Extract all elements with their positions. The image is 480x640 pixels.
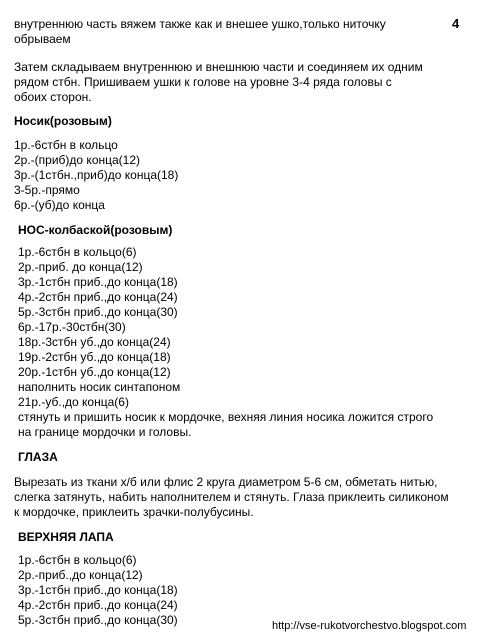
intro-line: обрываем bbox=[14, 32, 71, 46]
eyes-line: к мордочке, приклеить зрачки-полубусины. bbox=[14, 505, 254, 519]
list-item: 20р.-1стбн уб.,до конца(12) bbox=[18, 365, 171, 379]
list-item: стянуть и пришить носик к мордочке, вехняя линия носика ложится строго bbox=[18, 410, 434, 424]
assembly-line: обоих сторон. bbox=[14, 90, 92, 104]
list-item: 1р.-6стбн в кольцо(6) bbox=[18, 553, 137, 567]
assembly-line: Затем складываем внутреннюю и внешнюю части и соединяем их одним bbox=[14, 60, 423, 74]
list-item: 2р.-приб. до конца(12) bbox=[18, 260, 143, 274]
page-number: 4 bbox=[452, 16, 460, 31]
nose-rows bbox=[14, 138, 178, 213]
list-item: 2р.-(приб)до конца(12) bbox=[14, 153, 140, 167]
intro-line: внутреннюю часть вяжем также как и внешее ушко,только ниточку bbox=[14, 17, 386, 31]
list-item: 4р.-2стбн приб.,до конца(24) bbox=[18, 598, 178, 612]
list-item: 1р.-6стбн в кольцо bbox=[14, 138, 118, 152]
upper-paw-rows bbox=[18, 553, 178, 628]
list-item: 4р.-2стбн приб.,до конца(24) bbox=[18, 290, 178, 304]
upper-paw-heading: ВЕРХНЯЯ ЛАПА bbox=[18, 530, 114, 544]
assembly-line: рядом стбн. Пришиваем ушки к голове на уровне 3-4 ряда головы с bbox=[14, 75, 392, 89]
sausage-nose-heading: НОС-колбаской(розовым) bbox=[18, 223, 173, 237]
list-item: наполнить носик синтапоном bbox=[18, 380, 181, 394]
assembly-paragraph bbox=[14, 60, 423, 105]
list-item: 1р.-6стбн в кольцо(6) bbox=[18, 245, 137, 259]
eyes-line: слегка затянуть, набить наполнителем и стянуть. Глаза приклеить силиконом bbox=[14, 490, 449, 504]
list-item: 3-5р.-прямо bbox=[14, 183, 80, 197]
footer-url: http://vse-rukotvorchestvo.blogspot.com bbox=[272, 620, 467, 632]
list-item: 3р.-1стбн приб.,до конца(18) bbox=[18, 583, 178, 597]
list-item: 18р.-3стбн уб.,до конца(24) bbox=[18, 335, 171, 349]
list-item: 19р.-2стбн уб.,до конца(18) bbox=[18, 350, 171, 364]
list-item: 5р.-3стбн приб.,до конца(30) bbox=[18, 305, 178, 319]
list-item: 3р.-1стбн приб.,до конца(18) bbox=[18, 275, 178, 289]
list-item: 3р.-(1стбн.,приб)до конца(18) bbox=[14, 168, 179, 182]
list-item: на границе мордочки и головы. bbox=[18, 425, 192, 439]
list-item: 5р.-3стбн приб.,до конца(30) bbox=[18, 613, 178, 627]
nose-heading: Носик(розовым) bbox=[14, 114, 112, 128]
eyes-heading: ГЛАЗА bbox=[18, 450, 58, 464]
intro-paragraph bbox=[14, 17, 386, 47]
list-item: 6р.-17р.-30стбн(30) bbox=[18, 320, 126, 334]
eyes-paragraph bbox=[14, 475, 449, 520]
list-item: 21р.-уб.,до конца(6) bbox=[18, 395, 129, 409]
list-item: 2р.-приб.,до конца(12) bbox=[18, 568, 143, 582]
eyes-line: Вырезать из ткани х/б или флис 2 круга диаметром 5-6 см, обметать нитью, bbox=[14, 475, 438, 489]
list-item: 6р.-(уб)до конца bbox=[14, 198, 105, 212]
sausage-nose-rows bbox=[18, 245, 433, 440]
